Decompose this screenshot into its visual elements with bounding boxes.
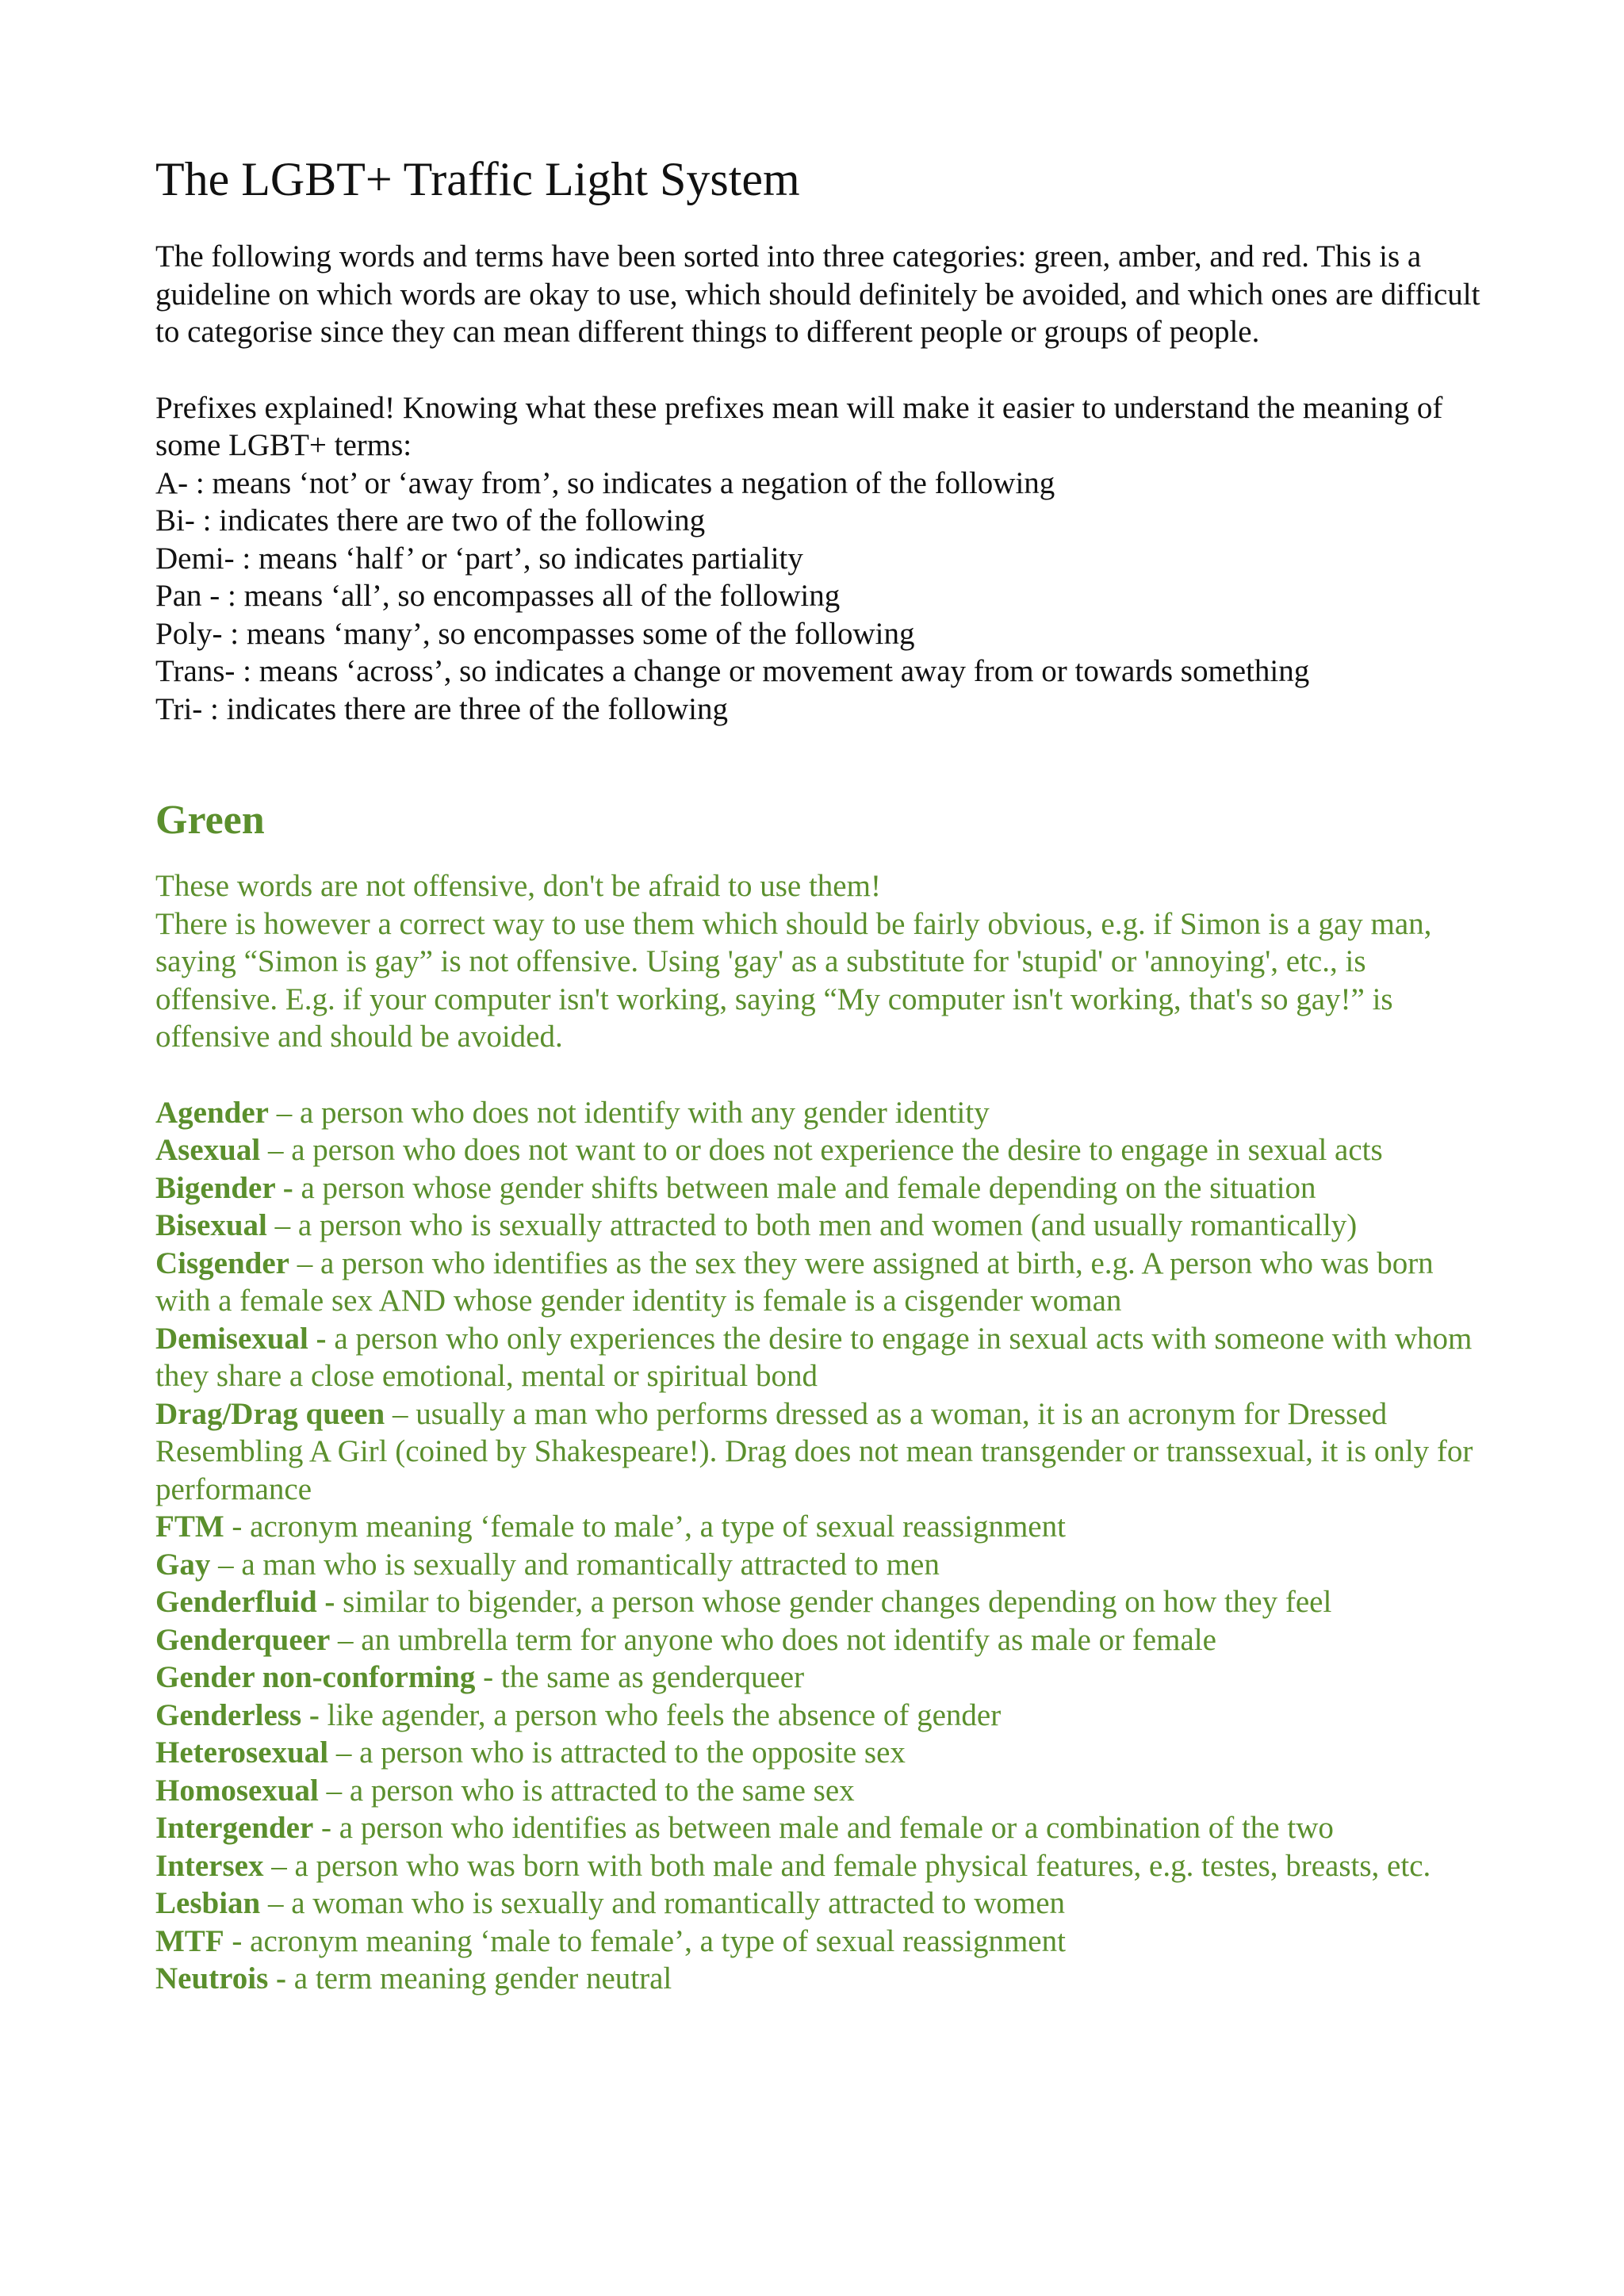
glossary-definition: - a person who identifies as between male and female or a combination of the two	[313, 1811, 1334, 1845]
glossary-term: Cisgender	[155, 1246, 289, 1280]
glossary-entry	[155, 1885, 1488, 1923]
glossary-definition: - the same as genderqueer	[475, 1660, 805, 1694]
glossary-entry	[155, 1697, 1488, 1735]
glossary-entry	[155, 1546, 1488, 1584]
prefixes-block	[155, 389, 1488, 729]
green-intro-paragraph: There is however a correct way to use them which should be fairly obvious, e.g. if Simon is a gay man, saying “Simon is gay” is not offensive. Using 'gay' as a substitute for 'stupid' or 'annoying', etc., is offensive. E.g. if your computer isn't working, saying “My computer isn't working, that's so gay!” is offensive and should be avoided.	[155, 906, 1432, 1054]
glossary-entry	[155, 1395, 1488, 1509]
green-section	[155, 796, 1488, 1998]
glossary-entry	[155, 1809, 1488, 1847]
glossary-entry	[155, 1734, 1488, 1772]
glossary-definition: - acronym meaning ‘male to female’, a type of sexual reassignment	[224, 1923, 1066, 1958]
glossary-term: FTM	[155, 1510, 224, 1544]
glossary-term: Homosexual	[155, 1773, 319, 1808]
glossary-definition: a term meaning gender neutral	[286, 1961, 672, 1996]
glossary-term: Lesbian	[155, 1886, 261, 1920]
glossary-term: Asexual	[155, 1133, 261, 1167]
glossary-definition: – a person who was born with both male and female physical features, e.g. testes, breasts, etc.	[263, 1848, 1431, 1883]
glossary-entry	[155, 1508, 1488, 1546]
glossary-term: Genderless -	[155, 1697, 320, 1732]
prefix-item: Demi- : means ‘half’ or ‘part’, so indicates partiality	[155, 541, 803, 576]
prefix-item: A- : means ‘not’ or ‘away from’, so indicates a negation of the following	[155, 465, 1055, 500]
glossary-definition: a person who only experiences the desire to engage in sexual acts with someone with whom they share a close emotional, mental or spiritual bond	[155, 1321, 1473, 1393]
glossary-entry	[155, 1960, 1488, 1998]
document-title: The LGBT+ Traffic Light System	[155, 153, 800, 205]
glossary-definition: a person whose gender shifts between male and female depending on the situation	[293, 1170, 1316, 1205]
glossary-entry	[155, 1583, 1488, 1621]
glossary-term: Intergender	[155, 1811, 314, 1845]
glossary-definition: – a person who is sexually attracted to both men and women (and usually romantically)	[266, 1208, 1358, 1242]
glossary-entry	[155, 1169, 1488, 1207]
glossary-entry	[155, 1923, 1488, 1961]
glossary-definition: – a person who does not identify with any gender identity	[268, 1095, 990, 1130]
glossary-term: Demisexual -	[155, 1321, 327, 1356]
glossary-term: MTF	[155, 1923, 224, 1958]
glossary-term: Genderfluid -	[155, 1585, 335, 1619]
intro-paragraph: The following words and terms have been sorted into three categories: green, amber, and red. This is a guideline on which words are okay to use, which should definitely be avoided, and which ones are difficult to categorise since they can mean different things to different people or groups of people.	[155, 239, 1480, 349]
glossary-definition: like agender, a person who feels the absence of gender	[319, 1697, 1002, 1732]
glossary-definition: – usually a man who performs dressed as a woman, it is an acronym for Dressed Resembling A Girl (coined by Shakespeare!). Drag does not mean transgender or transsexual, it is only for performance	[155, 1396, 1473, 1506]
prefixes-heading: Prefixes explained! Knowing what these prefixes mean will make it easier to understand the meaning of some LGBT+ terms:	[155, 390, 1443, 462]
green-terms-list	[155, 1094, 1488, 1998]
glossary-term: Agender	[155, 1095, 269, 1130]
glossary-term: Bigender -	[155, 1170, 293, 1205]
glossary-term: Heterosexual	[155, 1735, 329, 1770]
glossary-term: Bisexual	[155, 1208, 267, 1242]
glossary-entry	[155, 1207, 1488, 1245]
glossary-definition: – a person who does not want to or does not experience the desire to engage in sexual acts	[260, 1133, 1383, 1167]
glossary-term: Genderqueer	[155, 1622, 331, 1657]
glossary-entry	[155, 1320, 1488, 1395]
glossary-definition: – an umbrella term for anyone who does not identify as male or female	[330, 1622, 1216, 1657]
glossary-term: Gender non-conforming	[155, 1660, 476, 1694]
prefix-item: Bi- : indicates there are two of the following	[155, 503, 706, 538]
glossary-entry	[155, 1772, 1488, 1810]
glossary-term: Drag/Drag queen	[155, 1396, 385, 1431]
prefix-item: Trans- : means ‘across’, so indicates a change or movement away from or towards something	[155, 654, 1310, 688]
glossary-definition: – a person who identifies as the sex they were assigned at birth, e.g. A person who was born with a female sex AND whose gender identity is female is a cisgender woman	[155, 1246, 1434, 1318]
prefix-item: Pan - : means ‘all’, so encompasses all of the following	[155, 579, 841, 613]
glossary-definition: – a woman who is sexually and romantically attracted to women	[260, 1886, 1066, 1920]
glossary-term: Intersex	[155, 1848, 264, 1883]
glossary-term: Gay	[155, 1547, 211, 1582]
green-section-heading: Green	[155, 798, 265, 843]
green-intro-line: These words are not offensive, don't be afraid to use them!	[155, 869, 881, 903]
document-page	[155, 151, 1488, 1998]
glossary-definition: similar to bigender, a person whose gender changes depending on how they feel	[335, 1585, 1332, 1619]
glossary-definition: - acronym meaning ‘female to male’, a type of sexual reassignment	[224, 1510, 1066, 1544]
glossary-entry	[155, 1847, 1488, 1885]
glossary-term: Neutrois -	[155, 1961, 287, 1996]
glossary-entry	[155, 1659, 1488, 1697]
glossary-entry	[155, 1131, 1488, 1169]
prefix-item: Tri- : indicates there are three of the following	[155, 691, 728, 726]
glossary-entry	[155, 1094, 1488, 1132]
glossary-definition: – a person who is attracted to the same sex	[318, 1773, 855, 1808]
glossary-entry	[155, 1621, 1488, 1659]
glossary-definition: – a man who is sexually and romantically attracted to men	[210, 1547, 940, 1582]
glossary-definition: – a person who is attracted to the opposite sex	[328, 1735, 906, 1770]
prefix-item: Poly- : means ‘many’, so encompasses some of the following	[155, 616, 915, 651]
glossary-entry	[155, 1245, 1488, 1320]
